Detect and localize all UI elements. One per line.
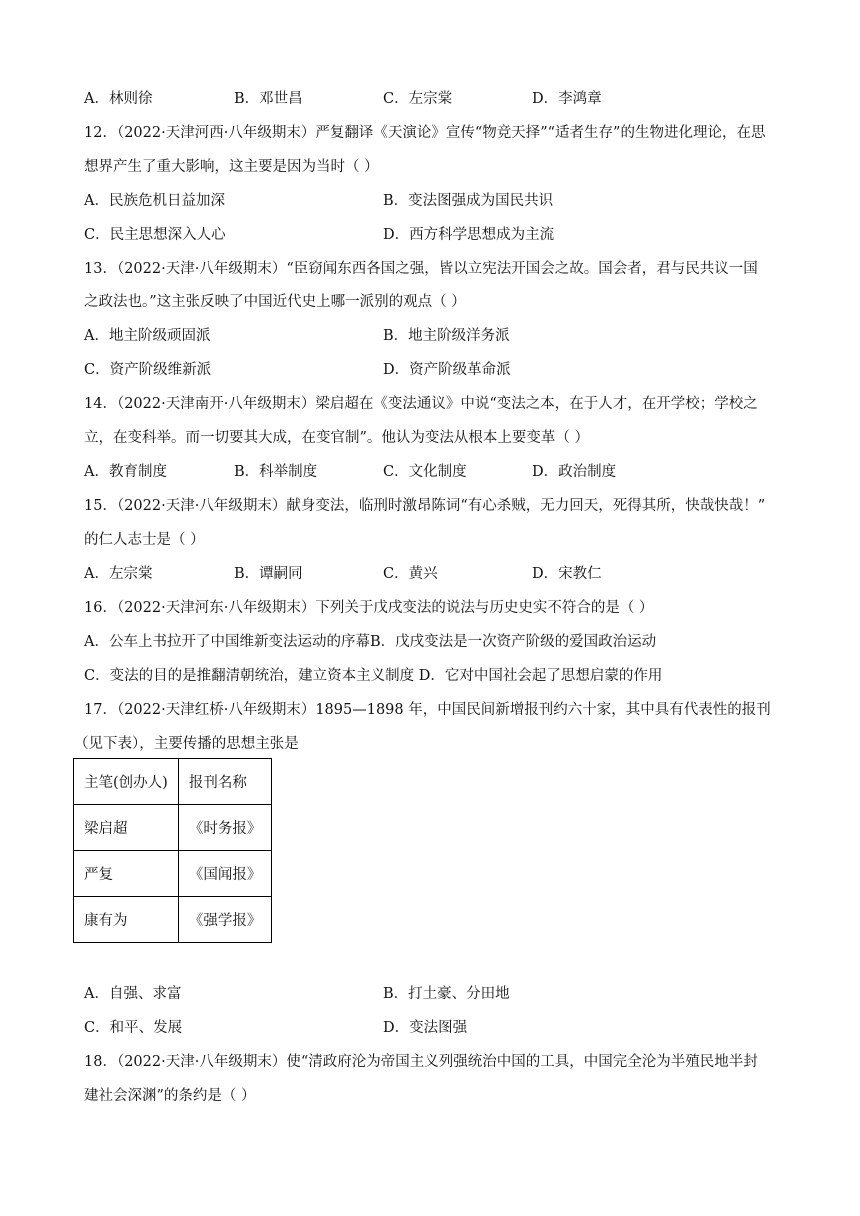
table-header-row [74,759,272,805]
table-row [74,851,272,897]
q14-stem-line-1: 14．（2022·天津南开·八年级期末）梁启超在《变法通议》中说“变法之本，在于人才，在开学校；学校之 [84,396,758,412]
q18-stem-line-1: 18．（2022·天津·八年级期末）使“清政府沦为帝国主义列强统治中国的工具，中国完全沦为半殖民地半封 [84,1054,758,1070]
q13-option-a: A．地主阶级顽固派 [84,328,211,344]
q15-option-c: C．黄兴 [383,566,438,582]
table-header-paper: 报刊名称 [178,759,272,805]
table-cell-paper: 《时务报》 [178,805,272,851]
newspaper-table [73,758,272,943]
table-row [74,805,272,851]
q14-option-b: B．科举制度 [234,464,318,480]
q12-option-c: C．民主思想深入人心 [84,227,226,243]
q14-option-d: D．政治制度 [532,464,617,480]
q11-option-c: C．左宗棠 [383,91,453,107]
q11-option-b: B．邓世昌 [234,91,303,107]
q14-option-c: C．文化制度 [383,464,467,480]
q12-stem-line-1: 12．（2022·天津河西·八年级期末）严复翻译《天演论》宣传“物竞天择”“适者生存”的生物进化理论，在思 [84,125,766,141]
q12-stem-line-2: 想界产生了重大影响，这主要是因为当时（ ） [84,159,379,175]
q16-options-ab: A．公车上书拉开了中国维新变法运动的序幕B．戊戌变法是一次资产阶级的爱国政治运动 [84,634,657,650]
table-header-editor: 主笔(创办人) [74,759,179,805]
q13-option-d: D．资产阶级革命派 [383,362,511,378]
q12-option-a: A．民族危机日益加深 [84,193,225,209]
table-row [74,897,272,943]
q13-stem-line-2: 之政法也。”这主张反映了中国近代史上哪一派别的观点（ ） [84,294,466,310]
table-cell-paper: 《强学报》 [178,897,272,943]
q17-option-c: C．和平、发展 [84,1020,183,1036]
q13-stem-line-1: 13．（2022·天津·八年级期末）“臣窃闻东西各国之强，皆以立宪法开国会之故。国会者，君与民共议一国 [84,261,758,277]
q13-option-c: C．资产阶级维新派 [84,362,212,378]
q16-stem: 16．（2022·天津河东·八年级期末）下列关于戊戌变法的说法与历史史实不符合的是（ ） [84,600,654,616]
q15-option-d: D．宋教仁 [532,566,602,582]
q16-options-cd: C．变法的目的是推翻清朝统治，建立资本主义制度 D．它对中国社会起了思想启蒙的作用 [84,668,663,684]
table-cell-paper: 《国闻报》 [178,851,272,897]
q17-stem-line-2: （见下表），主要传播的思想主张是 [74,736,299,752]
q17-option-b: B．打土豪、分田地 [383,986,510,1002]
q15-stem-line-2: 的仁人志士是（ ） [84,532,205,548]
q11-option-d: D．李鸿章 [532,91,602,107]
q13-option-b: B．地主阶级洋务派 [383,328,510,344]
q15-option-b: B．谭嗣同 [234,566,303,582]
q17-option-d: D．变法图强 [383,1020,468,1036]
q18-stem-line-2: 建社会深渊”的条约是（ ） [84,1088,256,1104]
q14-stem-line-2: 立，在变科举。而一切要其大成，在变官制”。他认为变法从根本上要变革（ ） [84,430,590,446]
q12-option-d: D．西方科学思想成为主流 [383,227,555,243]
q15-option-a: A．左宗棠 [84,566,153,582]
table-cell-editor: 康有为 [74,897,179,943]
table-cell-editor: 严复 [74,851,179,897]
q11-option-a: A．林则徐 [84,91,153,107]
q15-stem-line-1: 15．（2022·天津·八年级期末）献身变法，临刑时激昂陈词“有心杀贼，无力回天，死得其所，快哉快哉！” [84,498,766,514]
q12-option-b: B．变法图强成为国民共识 [383,193,554,209]
q17-stem-line-1: 17．（2022·天津红桥·八年级期末）1895—1898 年，中国民间新增报刊约六十家，其中具有代表性的报刊 [84,702,771,718]
q17-option-a: A．自强、求富 [84,986,182,1002]
q14-option-a: A．教育制度 [84,464,167,480]
table-cell-editor: 梁启超 [74,805,179,851]
